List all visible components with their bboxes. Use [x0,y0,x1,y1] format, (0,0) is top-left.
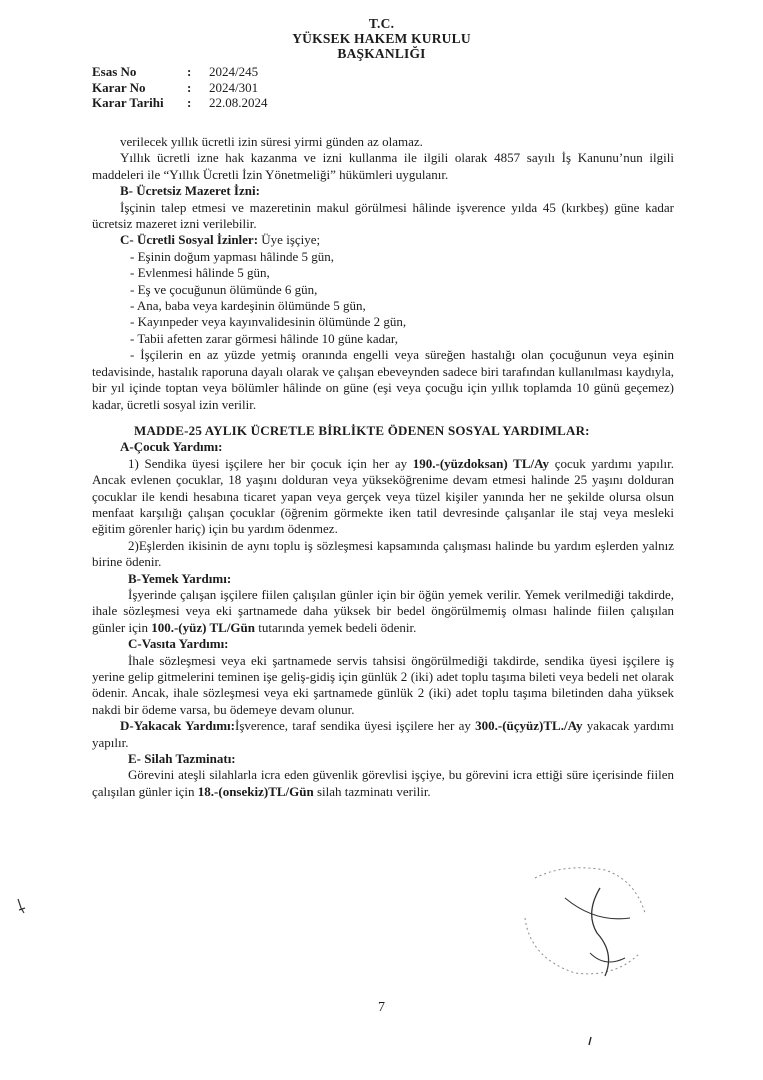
paragraph-intro-continuation: verilecek yıllık ücretli izin süresi yirmi günden az olamaz. [120,134,423,149]
document-body [92,134,674,800]
paragraph-unpaid-leave: İşçinin talep etmesi ve mazeretinin makul görülmesi hâlinde işverence yılda 45 (kırkbeş) güne kadar ücretsiz mazeret izni verilebilir. [92,199,674,232]
meta-value: 2024/245 [209,64,259,79]
margin-mark-icon [14,896,28,916]
text-span: Görevini ateşli silahlarla icra eden güvenlik görevlisi işçiye, bu görevini icra ettiği süre içerisinde fiilen çalışılan günler için [92,767,674,799]
meta-label: Karar No [92,79,146,95]
heading-paid-social-leave [92,232,674,248]
header-line-presidency: BAŞKANLIĞI [337,46,426,61]
meta-separator: : [187,95,192,110]
list-item-disabled-child: - İşçilerin en az yüzde yetmiş oranında engelli veya süreğen hastalığı olan çocuğunun veya eşinin tedavisinde, hastalık raporuna dayalı olarak ve çalışan ebeveynden sadece biri tarafından kullanılması kaydıyla, bir yıl içinde toptan veya bölümler hâlinde on güne (eşi veya çocuğu için yıllık toplamda 10 günü geçemez) kadar, ücretli sosyal izin verilir. [92,347,674,412]
paragraph-child-allowance-2: 2)Eşlerden ikisinin de aynı toplu iş sözleşmesi kapsamında çalışması halinde bu yardım eşlerden yalnız birine ödenir. [92,537,674,570]
meta-row-esas [92,64,268,80]
paragraph-weapon-allowance [92,767,674,800]
list-item: - Eş ve çocuğunun ölümünde 6 gün, [130,281,318,297]
document-header [0,16,763,61]
list-item: - Kayınpeder veya kayınvalidesinin ölümünde 2 gün, [130,314,407,330]
paragraph-fuel-allowance [92,718,674,751]
heading-unpaid-leave: B- Ücretsiz Mazeret İzni: [120,183,260,199]
paragraph-transport-allowance: İhale sözleşmesi veya eki şartnamede servis tahsisi öngörülmediği takdirde, sendika üyesi işçilere iş yerine gelip gitmelerini teminen işe geliş-gidiş için günlük 2 (iki) adet toplu taşıma bileti veya bedeli net olarak ödenir. Ancak, ihale sözleşmesi veya eki şartnamede günlük 2 (iki) adet toplu taşıma biletinden daha yüksek nakdi bir ödeme varsa, bu ödemeye devam olunur. [92,652,674,717]
heading-transport-allowance: C-Vasıta Yardımı: [128,636,229,652]
text-span: İşverence, taraf sendika üyesi işçilere her ay [235,718,476,734]
list-item: - Tabii afetten zarar görmesi hâlinde 10 güne kadar, [130,330,398,346]
heading-paid-social-leave-title: C- Ücretli Sosyal İzinler: [120,232,259,248]
page-number: 7 [378,1000,385,1015]
paragraph-meal-allowance [92,587,674,636]
heading-fuel-allowance: D-Yakacak Yardımı: [120,718,235,734]
header-line-tc: T.C. [368,16,395,31]
amount-fuel-allowance: 300.-(üçyüz)TL./Ay [475,718,583,734]
amount-child-allowance: 190.-(yüzdoksan) TL/Ay [412,455,550,471]
amount-meal-allowance: 100.-(yüz) TL/Gün [151,619,255,635]
meta-separator: : [187,79,192,95]
meta-row-tarih [92,95,268,111]
official-stamp-signature [505,858,655,988]
heading-paid-social-leave-intro: Üye işçiye; [258,232,321,248]
meta-row-karar [92,80,268,96]
list-item: - Eşinin doğum yapması hâlinde 5 gün, [130,248,335,264]
meta-label: Esas No [92,64,137,79]
case-metadata [92,64,268,111]
heading-weapon-allowance: E- Silah Tazminatı: [128,751,236,767]
paragraph-child-allowance-1 [92,456,674,538]
meta-separator: : [187,64,192,79]
section-gap [92,413,674,423]
amount-weapon-allowance: 18.-(onsekiz)TL/Gün [197,783,314,799]
text-span: tutarında yemek bedeli ödenir. [255,619,417,635]
text-span: silah tazminatı verilir. [313,783,431,799]
text-span: çocuk yardımı yapılır. Ancak evlenen çocuklar, 18 yaşını dolduran veya yükseköğrenime devam etmesi halinde 25 yaşını dolduran çocuklar ile kendi hesabına ticaret yapan veya gerçek veya tüzel kişiler yanında her ne şekilde olursa olsun menfaat karşılığı çalışan çocuklar (öğrenim görmekte iken tatil devresinde çalışanlar ile staj veya mesleki eğitim görenler hariç) için bu yardım ödenmez. [92,455,674,537]
header-line-institution: YÜKSEK HAKEM KURULU [292,31,471,46]
meta-label: Karar Tarihi [92,95,164,110]
heading-meal-allowance: B-Yemek Yardımı: [128,570,232,586]
list-item: - Evlenmesi hâlinde 5 gün, [130,265,270,281]
paragraph-intro-law-reference: Yıllık ücretli izne hak kazanma ve izni kullanma ile ilgili olarak 4857 sayılı İş Kanunu’nun ilgili maddeleri ile “Yıllık Ücretli İzin Yönetmeliği” hükümleri uygulanır. [92,150,674,182]
text-span: İşyerinde çalışan işçilere fiilen çalışılan günler için bir öğün yemek verilir. Yemek verilmediği takdirde, ihale sözleşmesi veya eki şartnamede daha yüksek bir bedel öngörülmemiş olması halinde fiilen çalışılan günler için [92,586,674,635]
list-item: - Ana, baba veya kardeşinin ölümünde 5 gün, [130,298,366,314]
corner-mark-icon [586,1036,594,1046]
meta-value: 2024/301 [209,79,259,95]
meta-value: 22.08.2024 [209,95,268,110]
text-span: 1) Sendika üyesi işçilere her bir çocuk için her ay [128,455,413,471]
text-span: yakacak yardımı yapılır. [92,718,675,750]
article-25-title: MADDE-25 AYLIK ÜCRETLE BİRLİKTE ÖDENEN SOSYAL YARDIMLAR: [134,422,590,438]
heading-child-allowance: A-Çocuk Yardımı: [120,439,223,455]
